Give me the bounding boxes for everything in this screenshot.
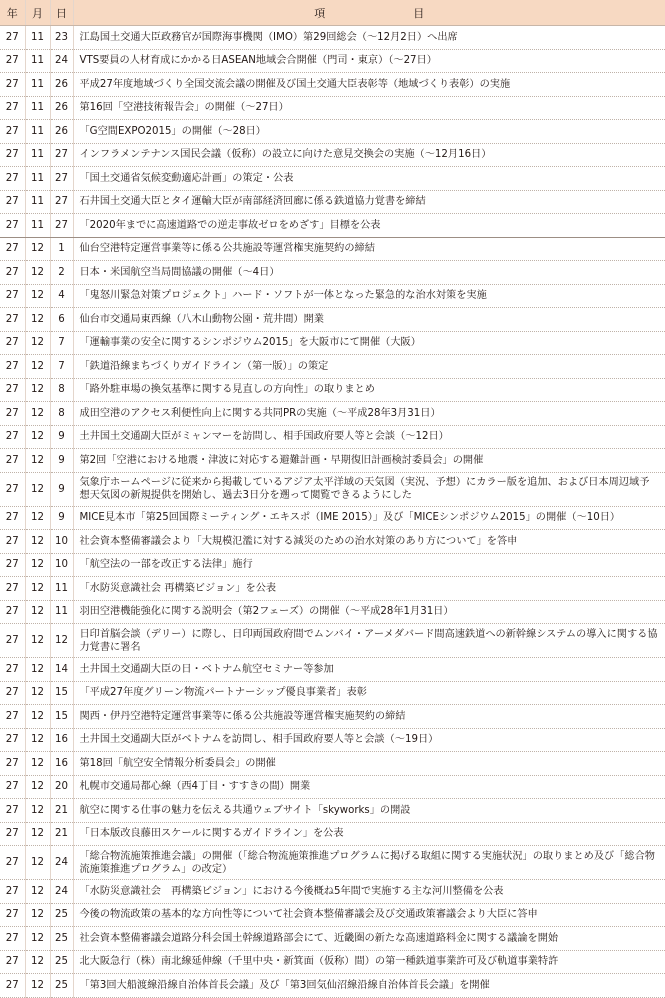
year-cell: 27 <box>0 425 25 449</box>
table-row <box>0 822 665 846</box>
table-row <box>0 284 665 308</box>
month-cell: 12 <box>25 284 50 308</box>
table-row <box>0 120 665 144</box>
month-cell: 12 <box>25 472 50 506</box>
item-cell: 札幌市交通局都心線（西4丁目・すすきの間）開業 <box>73 775 665 799</box>
year-cell: 27 <box>0 308 25 332</box>
day-cell: 21 <box>50 822 73 846</box>
item-cell: 「G空間EXPO2015」の開催（～28日） <box>73 120 665 144</box>
year-cell: 27 <box>0 903 25 927</box>
year-cell: 27 <box>0 355 25 379</box>
year-cell: 27 <box>0 261 25 285</box>
year-cell: 27 <box>0 705 25 729</box>
month-cell: 12 <box>25 950 50 974</box>
month-cell: 11 <box>25 167 50 191</box>
month-cell: 12 <box>25 752 50 776</box>
month-cell: 12 <box>25 378 50 402</box>
month-cell: 12 <box>25 775 50 799</box>
month-cell: 11 <box>25 143 50 167</box>
item-cell: MICE見本市「第25回国際ミーティング・エキスポ（IME 2015）」及び「MICEシンポジウム2015」の開催（～10日） <box>73 506 665 530</box>
month-cell: 12 <box>25 425 50 449</box>
month-cell: 12 <box>25 927 50 951</box>
day-cell: 7 <box>50 355 73 379</box>
month-cell: 12 <box>25 624 50 658</box>
item-cell: 「航空法の一部を改正する法律」施行 <box>73 553 665 577</box>
month-cell: 12 <box>25 530 50 554</box>
item-cell: 「運輸事業の安全に関するシンポジウム2015」を大阪市にて開催（大阪） <box>73 331 665 355</box>
month-cell: 11 <box>25 96 50 120</box>
table-row <box>0 600 665 624</box>
table-row <box>0 880 665 904</box>
table-row <box>0 378 665 402</box>
day-cell: 25 <box>50 950 73 974</box>
day-cell: 9 <box>50 449 73 473</box>
day-cell: 7 <box>50 331 73 355</box>
year-cell: 27 <box>0 553 25 577</box>
item-cell: 北大阪急行（株）南北線延伸線（千里中央・新箕面（仮称）間）の第一種鉄道事業許可及び軌道事業特許 <box>73 950 665 974</box>
year-cell: 27 <box>0 600 25 624</box>
item-cell: 第2回「空港における地震・津波に対応する避難計画・早期復旧計画検討委員会」の開催 <box>73 449 665 473</box>
item-cell: 「総合物流施策推進会議」の開催（「総合物流施策推進プログラムに掲げる取組に関する実施状況」の取りまとめ及び「総合物流施策推進プログラム」の改定） <box>73 846 665 880</box>
item-cell: 今後の物流政策の基本的な方向性等について社会資本整備審議会及び交通政策審議会より大臣に答申 <box>73 903 665 927</box>
table-row <box>0 425 665 449</box>
table-row <box>0 190 665 214</box>
year-cell: 27 <box>0 880 25 904</box>
table-row <box>0 553 665 577</box>
day-cell: 16 <box>50 752 73 776</box>
item-cell: 社会資本整備審議会道路分科会国土幹線道路部会にて、近畿圏の新たな高速道路料金に関する議論を開始 <box>73 927 665 951</box>
year-cell: 27 <box>0 26 25 50</box>
item-cell: 航空に関する仕事の魅力を伝える共通ウェブサイト「skyworks」の開設 <box>73 799 665 823</box>
month-cell: 11 <box>25 190 50 214</box>
table-row <box>0 143 665 167</box>
month-cell: 12 <box>25 658 50 682</box>
item-cell: 「日本版改良藤田スケールに関するガイドライン」を公表 <box>73 822 665 846</box>
item-header: 項 目 <box>73 0 665 26</box>
month-cell: 12 <box>25 261 50 285</box>
item-cell: 平成27年度地域づくり全国交流会議の開催及び国土交通大臣表彰等（地域づくり表彰）の実施 <box>73 73 665 97</box>
item-cell: 仙台市交通局東西線（八木山動物公園・荒井間）開業 <box>73 308 665 332</box>
item-cell: 第16回「空港技術報告会」の開催（～27日） <box>73 96 665 120</box>
day-cell: 24 <box>50 846 73 880</box>
year-cell: 27 <box>0 974 25 998</box>
day-cell: 27 <box>50 214 73 238</box>
table-row <box>0 167 665 191</box>
year-cell: 27 <box>0 846 25 880</box>
month-cell: 11 <box>25 120 50 144</box>
day-cell: 2 <box>50 261 73 285</box>
month-cell: 12 <box>25 705 50 729</box>
day-cell: 26 <box>50 96 73 120</box>
day-cell: 26 <box>50 73 73 97</box>
day-cell: 8 <box>50 402 73 426</box>
item-cell: 「路外駐車場の換気基準に関する見直しの方向性」の取りまとめ <box>73 378 665 402</box>
item-cell: 「2020年までに高速道路での逆走事故ゼロをめざす」目標を公表 <box>73 214 665 238</box>
month-cell: 12 <box>25 237 50 261</box>
table-row <box>0 658 665 682</box>
item-cell: 「第3回大船渡線沿線自治体首長会議」及び「第3回気仙沼線沿線自治体首長会議」を開催 <box>73 974 665 998</box>
day-cell: 15 <box>50 681 73 705</box>
table-row <box>0 728 665 752</box>
year-cell: 27 <box>0 331 25 355</box>
day-cell: 4 <box>50 284 73 308</box>
table-row <box>0 73 665 97</box>
table-row <box>0 331 665 355</box>
table-row <box>0 355 665 379</box>
month-cell: 12 <box>25 402 50 426</box>
table-row <box>0 449 665 473</box>
year-cell: 27 <box>0 402 25 426</box>
table-body <box>0 26 665 998</box>
item-cell: 江島国土交通大臣政務官が国際海事機関（IMO）第29回総会（～12月2日）へ出席 <box>73 26 665 50</box>
year-cell: 27 <box>0 822 25 846</box>
day-cell: 6 <box>50 308 73 332</box>
year-cell: 27 <box>0 658 25 682</box>
day-cell: 20 <box>50 775 73 799</box>
year-cell: 27 <box>0 214 25 238</box>
day-cell: 16 <box>50 728 73 752</box>
month-cell: 11 <box>25 214 50 238</box>
table-row <box>0 49 665 73</box>
year-cell: 27 <box>0 472 25 506</box>
day-cell: 27 <box>50 190 73 214</box>
day-cell: 23 <box>50 26 73 50</box>
day-cell: 24 <box>50 49 73 73</box>
month-cell: 12 <box>25 331 50 355</box>
month-cell: 12 <box>25 308 50 332</box>
day-cell: 10 <box>50 553 73 577</box>
year-cell: 27 <box>0 530 25 554</box>
item-cell: 第18回「航空安全情報分析委員会」の開催 <box>73 752 665 776</box>
item-cell: 「平成27年度グリーン物流パートナーシップ優良事業者」表彰 <box>73 681 665 705</box>
table-row <box>0 96 665 120</box>
day-cell: 1 <box>50 237 73 261</box>
day-cell: 15 <box>50 705 73 729</box>
year-cell: 27 <box>0 775 25 799</box>
month-cell: 12 <box>25 903 50 927</box>
year-cell: 27 <box>0 927 25 951</box>
item-cell: 土井国土交通副大臣がベトナムを訪問し、相手国政府要人等と会談（～19日） <box>73 728 665 752</box>
year-cell: 27 <box>0 120 25 144</box>
item-cell: 関西・伊丹空港特定運営事業等に係る公共施設等運営権実施契約の締結 <box>73 705 665 729</box>
year-cell: 27 <box>0 681 25 705</box>
table-row <box>0 577 665 601</box>
item-cell: 石井国土交通大臣とタイ運輸大臣が南部経済回廊に係る鉄道協力覚書を締結 <box>73 190 665 214</box>
month-cell: 11 <box>25 49 50 73</box>
day-cell: 9 <box>50 425 73 449</box>
year-cell: 27 <box>0 73 25 97</box>
day-cell: 25 <box>50 974 73 998</box>
day-cell: 25 <box>50 927 73 951</box>
year-cell: 27 <box>0 950 25 974</box>
day-cell: 27 <box>50 167 73 191</box>
item-cell: 仙台空港特定運営事業等に係る公共施設等運営権実施契約の締結 <box>73 237 665 261</box>
year-cell: 27 <box>0 96 25 120</box>
item-cell: VTS要員の人材育成にかかる日ASEAN地域会合開催（門司・東京）（～27日） <box>73 49 665 73</box>
month-header: 月 <box>25 0 50 26</box>
day-cell: 27 <box>50 143 73 167</box>
table-row <box>0 752 665 776</box>
month-cell: 12 <box>25 506 50 530</box>
month-cell: 12 <box>25 553 50 577</box>
year-cell: 27 <box>0 624 25 658</box>
month-cell: 12 <box>25 822 50 846</box>
day-cell: 10 <box>50 530 73 554</box>
item-cell: 社会資本整備審議会より「大規模氾濫に対する減災のための治水対策のあり方について」を答申 <box>73 530 665 554</box>
item-cell: 日本・米国航空当局間協議の開催（～4日） <box>73 261 665 285</box>
table-row <box>0 308 665 332</box>
day-cell: 9 <box>50 472 73 506</box>
year-cell: 27 <box>0 190 25 214</box>
year-cell: 27 <box>0 506 25 530</box>
year-cell: 27 <box>0 449 25 473</box>
table-row <box>0 214 665 238</box>
item-cell: 「国土交通省気候変動適応計画」の策定・公表 <box>73 167 665 191</box>
table-row <box>0 775 665 799</box>
month-cell: 12 <box>25 577 50 601</box>
table-row <box>0 506 665 530</box>
month-cell: 12 <box>25 846 50 880</box>
month-cell: 11 <box>25 26 50 50</box>
day-cell: 8 <box>50 378 73 402</box>
item-cell: 「鬼怒川緊急対策プロジェクト」ハード・ソフトが一体となった緊急的な治水対策を実施 <box>73 284 665 308</box>
item-cell: 土井国土交通副大臣がミャンマーを訪問し、相手国政府要人等と会談（～12日） <box>73 425 665 449</box>
table-row <box>0 530 665 554</box>
day-cell: 26 <box>50 120 73 144</box>
day-cell: 21 <box>50 799 73 823</box>
day-cell: 24 <box>50 880 73 904</box>
table-row <box>0 927 665 951</box>
table-header-row <box>0 0 665 26</box>
item-cell: 成田空港のアクセス利便性向上に関する共同PRの実施（～平成28年3月31日） <box>73 402 665 426</box>
year-cell: 27 <box>0 237 25 261</box>
item-cell: 羽田空港機能強化に関する説明会（第2フェーズ）の開催（～平成28年1月31日） <box>73 600 665 624</box>
year-cell: 27 <box>0 799 25 823</box>
table-row <box>0 846 665 880</box>
item-cell: 気象庁ホームページに従来から掲載しているアジア太平洋域の天気図（実況、予想）にカラー版を追加、および日本周辺域予想天気図の新規提供を開始し、過去3日分を遡って閲覧できるようにした <box>73 472 665 506</box>
table-row <box>0 799 665 823</box>
table-row <box>0 237 665 261</box>
item-cell: 日印首脳会談（デリー）に際し、日印両国政府間でムンバイ・アーメダバード間高速鉄道への新幹線システムの導入に関する協力覚書に署名 <box>73 624 665 658</box>
day-cell: 25 <box>50 903 73 927</box>
day-cell: 9 <box>50 506 73 530</box>
year-cell: 27 <box>0 728 25 752</box>
year-cell: 27 <box>0 284 25 308</box>
table-row <box>0 903 665 927</box>
day-cell: 11 <box>50 577 73 601</box>
month-cell: 12 <box>25 974 50 998</box>
table-row <box>0 472 665 506</box>
year-cell: 27 <box>0 143 25 167</box>
table-row <box>0 681 665 705</box>
year-cell: 27 <box>0 167 25 191</box>
day-cell: 11 <box>50 600 73 624</box>
month-cell: 12 <box>25 728 50 752</box>
month-cell: 12 <box>25 880 50 904</box>
table-row <box>0 705 665 729</box>
item-cell: 「水防災意識社会 再構築ビジョン」を公表 <box>73 577 665 601</box>
day-header: 日 <box>50 0 73 26</box>
year-header: 年 <box>0 0 25 26</box>
item-cell: 「水防災意識社会 再構築ビジョン」における今後概ね5年間で実施する主な河川整備を公表 <box>73 880 665 904</box>
month-cell: 12 <box>25 449 50 473</box>
day-cell: 14 <box>50 658 73 682</box>
month-cell: 12 <box>25 799 50 823</box>
month-cell: 12 <box>25 600 50 624</box>
table-row <box>0 974 665 998</box>
month-cell: 12 <box>25 681 50 705</box>
year-cell: 27 <box>0 752 25 776</box>
table-row <box>0 624 665 658</box>
table-row <box>0 261 665 285</box>
item-cell: インフラメンテナンス国民会議（仮称）の設立に向けた意見交換会の実施（～12月16日） <box>73 143 665 167</box>
table-row <box>0 402 665 426</box>
month-cell: 11 <box>25 73 50 97</box>
item-cell: 「鉄道沿線まちづくりガイドライン（第一版）」の策定 <box>73 355 665 379</box>
item-cell: 土井国土交通副大臣の日・ベトナム航空セミナー等参加 <box>73 658 665 682</box>
year-cell: 27 <box>0 577 25 601</box>
table-row <box>0 26 665 50</box>
year-cell: 27 <box>0 378 25 402</box>
month-cell: 12 <box>25 355 50 379</box>
table-row <box>0 950 665 974</box>
year-cell: 27 <box>0 49 25 73</box>
day-cell: 12 <box>50 624 73 658</box>
